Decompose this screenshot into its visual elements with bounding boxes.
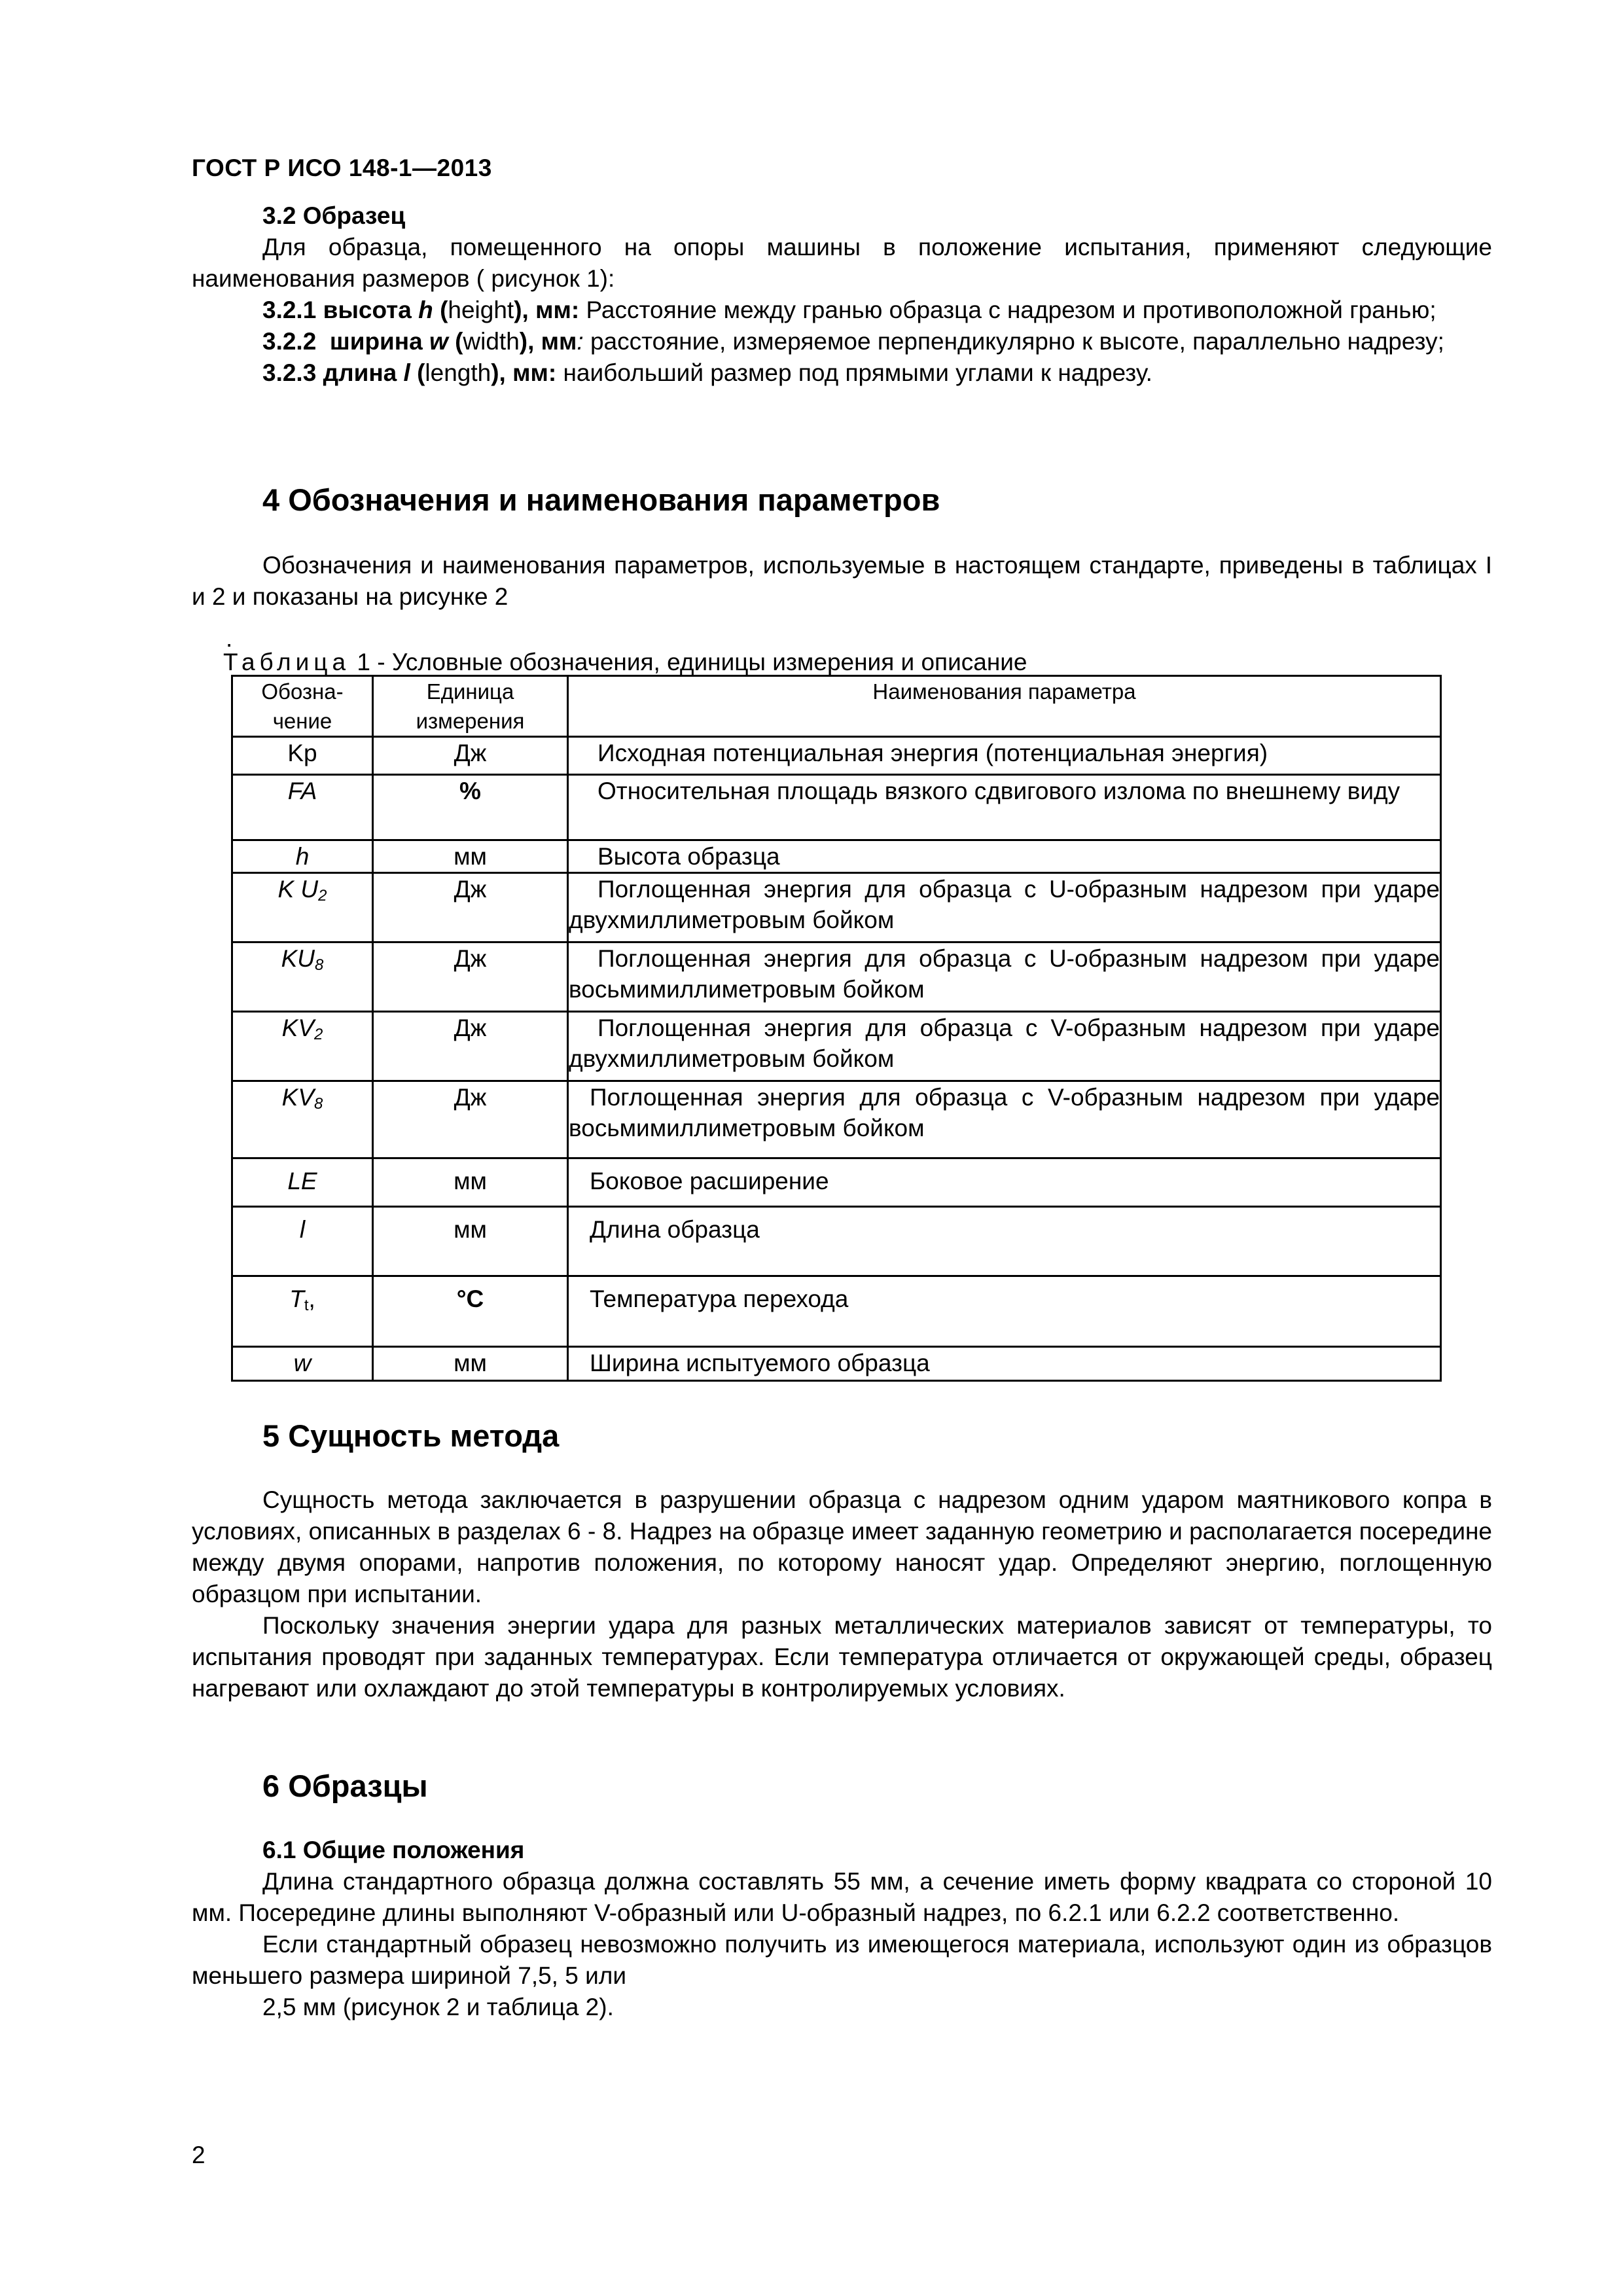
item-number: 3.2.3 <box>262 359 317 386</box>
section-3-2 <box>192 200 1492 389</box>
item-symbol: h <box>418 296 433 323</box>
item-unit: мм: <box>512 359 557 386</box>
cell-symbol: $T_t$, <box>232 1276 373 1347</box>
cell-unit: Дж <box>373 1081 568 1158</box>
table-row <box>232 1276 1441 1347</box>
item-text: Расстояние между гранью образца с надрезом и противоположной гранью; <box>586 296 1436 323</box>
cell-description: Относительная площадь вязкого сдвигового излома по внешнему виду <box>568 775 1441 840</box>
cell-symbol: l <box>232 1207 373 1276</box>
table-row <box>232 873 1441 942</box>
header-symbol: Обозна-чение <box>232 676 373 737</box>
section-5-title: 5 Сущность метода <box>262 1418 560 1453</box>
table-row <box>232 1158 1441 1207</box>
item-term: ширина <box>329 328 423 355</box>
table-row <box>232 1081 1441 1158</box>
header-description: Наименования параметра <box>568 676 1441 737</box>
cell-description: Длина образца <box>568 1207 1441 1276</box>
section-4-text: Обозначения и наименования параметров, используемые в настоящем стандарте, приведены в таблицах I и 2 и показаны на рисунке 2 <box>192 552 1492 610</box>
table-caption-word: Таблица <box>223 649 351 675</box>
section-6-paragraph-3: 2,5 мм (рисунок 2 и таблица 2). <box>262 1994 614 2020</box>
cell-description: Поглощенная энергия для образца с V-образным надрезом при ударе восьмимиллиметровым бойком <box>568 1081 1441 1158</box>
cell-unit: мм <box>373 840 568 873</box>
cell-unit: мм <box>373 1207 568 1276</box>
item-english: length <box>425 359 491 386</box>
item-number: 3.2.1 <box>262 296 317 323</box>
cell-unit: мм <box>373 1347 568 1381</box>
cell-symbol: K $U_2$ <box>232 873 373 942</box>
table-row <box>232 1347 1441 1381</box>
cell-description: Высота образца <box>568 840 1441 873</box>
item-text: наибольший размер под прямыми углами к надрезу. <box>563 359 1152 386</box>
section-3-2-intro: Для образца, помещенного на опоры машины в положение испытания, применяют следующие наименования размеров ( рисунок 1): <box>192 234 1492 292</box>
header-unit: Единица измерения <box>373 676 568 737</box>
table-header-row <box>232 676 1441 737</box>
item-unit: мм: <box>535 296 580 323</box>
cell-unit: Дж <box>373 873 568 942</box>
cell-description: Температура перехода <box>568 1276 1441 1347</box>
table-caption-text: 1 - Условные обозначения, единицы измерения и описание <box>350 649 1027 675</box>
item-unit: мм <box>541 328 577 355</box>
table-caption <box>223 647 1027 678</box>
item-text: расстояние, измеряемое перпендикулярно к высоте, параллельно надрезу; <box>590 328 1444 355</box>
table-row <box>232 840 1441 873</box>
table-row <box>232 1012 1441 1081</box>
cell-symbol: w <box>232 1347 373 1381</box>
item-3-2-1: 3.2.1 высота h (height), мм: Расстояние между гранью образца с надрезом и противоположной гранью; <box>262 296 1436 323</box>
section-5-body <box>192 1484 1492 1704</box>
cell-symbol: $KU_8$ <box>232 942 373 1012</box>
table-row <box>232 1207 1441 1276</box>
cell-unit: Дж <box>373 1012 568 1081</box>
cell-description: Исходная потенциальная энергия (потенциальная энергия) <box>568 737 1441 775</box>
item-term: длина <box>323 359 397 386</box>
section-6-body <box>192 1835 1492 2023</box>
cell-symbol: Kp <box>232 737 373 775</box>
item-symbol: w <box>429 328 448 355</box>
cell-description: Поглощенная энергия для образца с U-образным надрезом при ударе восьмимиллиметровым бойком <box>568 942 1441 1012</box>
item-3-2-3: 3.2.3 длина l (length), мм: наибольший размер под прямыми углами к надрезу. <box>262 359 1152 386</box>
cell-description: Поглощенная энергия для образца с U-образным надрезом при ударе двухмиллиметровым бойком <box>568 873 1441 942</box>
table-row <box>232 775 1441 840</box>
symbols-table <box>231 675 1442 1382</box>
cell-unit: мм <box>373 1158 568 1207</box>
item-english: width <box>463 328 520 355</box>
item-term: высота <box>323 296 412 323</box>
section-6-paragraph-2: Если стандартный образец невозможно получить из имеющегося материала, используют один из образцов меньшего размера шириной 7,5, 5 или <box>192 1931 1492 1989</box>
cell-unit: Дж <box>373 737 568 775</box>
item-symbol: l <box>403 359 410 386</box>
item-english: height <box>448 296 514 323</box>
section-3-2-title: 3.2 Образец <box>262 202 406 229</box>
section-5-paragraph-1: Сущность метода заключается в разрушении образца с надрезом одним ударом маятникового копра в условиях, описанных в разделах 6 - 8. Надрез на образце имеет заданную геометрию и располагается посередине между двумя опорами, напротив положения, по которому наносят удар. Определяют энергию, поглощенную образцом при испытании. <box>192 1486 1492 1607</box>
section-4-title: 4 Обозначения и наименования параметров <box>262 482 940 517</box>
page-number: 2 <box>192 2142 205 2168</box>
section-6-1-title: 6.1 Общие положения <box>262 1837 525 1863</box>
section-6-title: 6 Образцы <box>262 1768 428 1803</box>
cell-description: Поглощенная энергия для образца с V-образным надрезом при ударе двухмиллиметровым бойком <box>568 1012 1441 1081</box>
section-6-paragraph-1: Длина стандартного образца должна составлять 55 мм, а сечение иметь форму квадрата со стороной 10 мм. Посередине длины выполняют V-образный или U-образный надрез, по 6.2.1 или 6.2.2 соответственно. <box>192 1868 1492 1926</box>
item-number: 3.2.2 <box>262 328 317 355</box>
table-row <box>232 737 1441 775</box>
cell-symbol: h <box>232 840 373 873</box>
table-row <box>232 942 1441 1012</box>
cell-symbol: $KV_2$ <box>232 1012 373 1081</box>
cell-description: Боковое расширение <box>568 1158 1441 1207</box>
cell-unit: °C <box>373 1276 568 1347</box>
section-5-paragraph-2: Поскольку значения энергии удара для разных металлических материалов зависят от температуры, то испытания проводят при заданных температурах. Если температура отличается от окружающей среды, образец нагревают или охлаждают до этой температуры в контролируемых условиях. <box>192 1612 1492 1702</box>
cell-symbol: FA <box>232 775 373 840</box>
item-3-2-2: 3.2.2 ширина w (width), мм: расстояние, измеряемое перпендикулярно к высоте, параллельно надрезу; <box>262 328 1444 355</box>
cell-symbol: LE <box>232 1158 373 1207</box>
cell-symbol: $KV_8$ <box>232 1081 373 1158</box>
stray-dot: . <box>226 625 233 652</box>
cell-unit: Дж <box>373 942 568 1012</box>
cell-unit: % <box>373 775 568 840</box>
cell-description: Ширина испытуемого образца <box>568 1347 1441 1381</box>
document-header: ГОСТ Р ИСО 148-1—2013 <box>192 154 492 181</box>
